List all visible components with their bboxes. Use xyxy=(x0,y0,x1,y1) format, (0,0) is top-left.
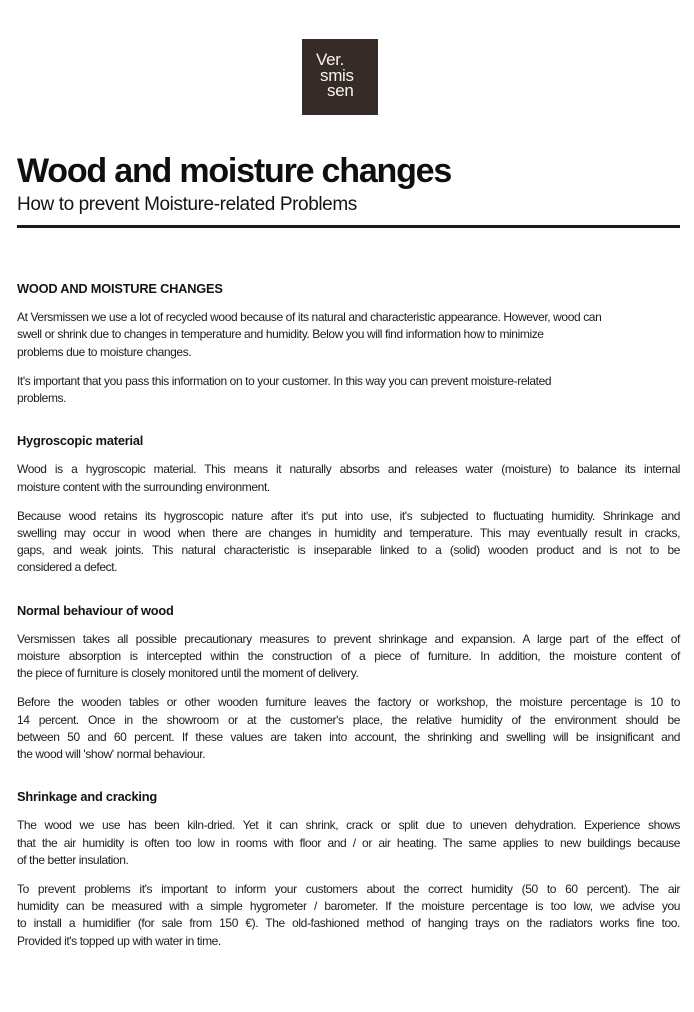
paragraph xyxy=(17,631,680,683)
logo-text-line: Ver. xyxy=(316,50,345,69)
paragraph xyxy=(17,309,680,361)
paragraph xyxy=(17,373,680,407)
paragraph-line: Before the wooden tables or other wooden furniture leaves the factory or workshop, the moisture percentage is 10 to xyxy=(17,695,680,710)
versmissen-logo xyxy=(302,39,378,115)
paragraph-line: problems due to moisture changes. xyxy=(17,344,192,359)
paragraph xyxy=(17,508,680,577)
paragraph-line: Because wood retains its hygroscopic nature after it's put into use, it's subjected to fluctuating humidity. Shrinkage and xyxy=(17,508,680,523)
logo-text-line: smis xyxy=(320,65,354,85)
paragraph-line: Versmissen takes all possible precautionary measures to prevent shrinkage and expansion. A large part of the effect of xyxy=(17,631,680,646)
paragraph xyxy=(17,817,680,869)
paragraph xyxy=(17,694,680,763)
section-hygroscopic-material xyxy=(17,432,680,576)
section-shrinkage-and-cracking xyxy=(17,788,680,950)
section-heading: Shrinkage and cracking xyxy=(17,789,157,805)
page-subtitle: How to prevent Moisture-related Problems xyxy=(17,194,357,215)
paragraph-line: to install a humidifier (for sale from 150 €). The old-fashioned method of hanging trays on the radiators works fine too. xyxy=(17,916,680,931)
paragraph-line: the wood will 'show' normal behaviour. xyxy=(17,747,206,762)
paragraph-line: At Versmissen we use a lot of recycled wood because of its natural and characteristic appearance. However, wood can xyxy=(17,310,602,325)
paragraph-line: problems. xyxy=(17,391,67,406)
paragraph xyxy=(17,461,680,495)
title-divider xyxy=(17,225,680,228)
paragraph-line: that the air humidity is often too low in rooms with floor and / or air heating. The same applies to new buildings because xyxy=(17,835,680,850)
paragraph-line: humidity can be measured with a simple hygrometer / barometer. If the moisture percentage is too low, we advise you xyxy=(17,899,680,914)
section-heading: WOOD AND MOISTURE CHANGES xyxy=(17,281,223,296)
paragraph xyxy=(17,881,680,950)
paragraph-line: It's important that you pass this information on to your customer. In this way you can prevent moisture-related xyxy=(17,373,552,388)
paragraph-line: gaps, and weak joints. This natural characteristic is inseparable linked to a (solid) wooden product and is not to be xyxy=(17,543,680,558)
paragraph-line: 14 percent. Once in the showroom or at the customer's place, the relative humidity of the environment should be xyxy=(17,712,680,727)
paragraph-line: moisture absorption is intercepted within the construction of a piece of furniture. In addition, the moisture content of xyxy=(17,649,680,664)
logo-text-line: sen xyxy=(327,81,354,100)
paragraph-line: the piece of furniture is closely monitored until the moment of delivery. xyxy=(17,666,359,681)
section-normal-behaviour-of-wood xyxy=(17,602,680,764)
section-heading: Normal behaviour of wood xyxy=(17,602,174,618)
paragraph-line: moisture content with the surrounding environment. xyxy=(17,479,270,494)
paragraph-line: Provided it's topped up with water in time. xyxy=(17,933,221,948)
paragraph-line: between 50 and 60 percent. If these values are taken into account, the shrinking and swelling will be insignificant and xyxy=(17,729,680,744)
paragraph-line: The wood we use has been kiln-dried. Yet it can shrink, crack or split due to uneven dehydration. Experience shows xyxy=(17,818,680,833)
section-wood-and-moisture-changes xyxy=(17,280,680,407)
paragraph-line: Wood is a hygroscopic material. This means it naturally absorbs and releases water (moisture) to balance its internal xyxy=(17,462,680,477)
paragraph-line: of the better insulation. xyxy=(17,852,129,867)
paragraph-line: To prevent problems it's important to inform your customers about the correct humidity (50 to 60 percent). The air xyxy=(17,882,680,897)
page-title: Wood and moisture changes xyxy=(17,152,452,190)
paragraph-line: swell or shrink due to changes in temperature and humidity. Below you will find information how to minimize xyxy=(17,327,544,342)
paragraph-line: considered a defect. xyxy=(17,560,118,575)
paragraph-line: swelling may occur in wood when there are changes in humidity and temperature. This may eventually result in cracks, xyxy=(17,526,680,541)
section-heading: Hygroscopic material xyxy=(17,433,144,449)
document-page xyxy=(0,39,694,1012)
